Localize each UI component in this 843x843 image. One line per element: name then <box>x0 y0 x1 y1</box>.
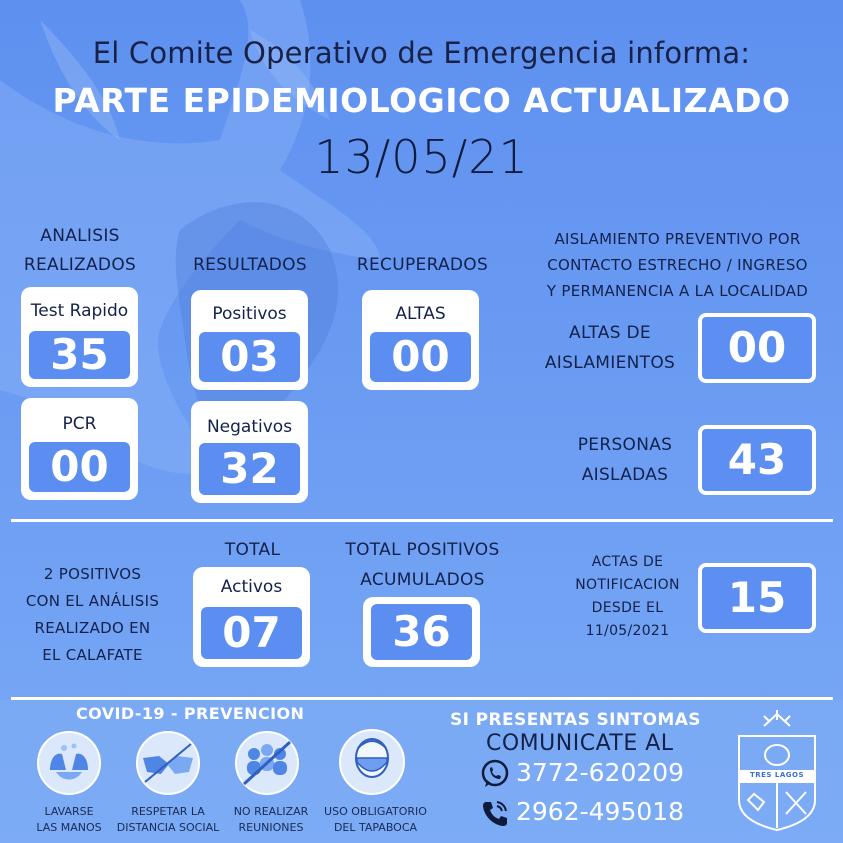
altas-aislamientos-line1: ALTAS DE <box>569 323 651 343</box>
prevencion-item-label: REUNIONES <box>238 821 304 834</box>
prevencion-item-label: NO REALIZAR <box>233 805 309 818</box>
personas-aisladas-label <box>555 430 695 490</box>
aislamiento-line1: AISLAMIENTO PREVENTIVO POR <box>554 230 801 248</box>
calafate-line3: REALIZADO EN <box>34 619 151 637</box>
actas-line1: ACTAS DE <box>591 554 664 570</box>
phone-whatsapp[interactable] <box>480 758 684 789</box>
total-activos-label: TOTAL <box>224 540 281 560</box>
shield-text: TRES LAGOS <box>749 771 805 779</box>
test-rapido-value: 35 <box>29 331 130 379</box>
prevencion-title: COVID-19 - PREVENCION <box>76 704 305 723</box>
prevencion-item-gatherings <box>225 804 317 836</box>
hand-washing-icon <box>36 730 102 796</box>
positivos-card <box>191 290 308 390</box>
altas-card <box>362 290 479 390</box>
prevencion-item-mask <box>318 804 433 836</box>
actas-line2: NOTIFICACION <box>575 577 680 593</box>
analisis-label-line1: ANALISIS <box>40 226 120 246</box>
section-divider-bottom <box>11 697 833 700</box>
prevencion-item-label: DISTANCIA SOCIAL <box>116 821 220 834</box>
phone-icon <box>480 798 510 828</box>
acumulados-value: 36 <box>371 604 472 660</box>
altas-aislamientos-value: 00 <box>698 313 816 383</box>
aislamiento-line3: Y PERMANENCIA A LA LOCALIDAD <box>546 282 809 300</box>
acumulados-label-line1: TOTAL POSITIVOS <box>345 540 500 560</box>
sintomas-title: SI PRESENTAS SINTOMAS <box>450 710 701 730</box>
altas-value: 00 <box>370 332 471 382</box>
personas-aisladas-value: 43 <box>698 425 816 495</box>
acumulados-card <box>363 597 480 667</box>
actas-line3: DESDE EL <box>591 600 664 616</box>
activos-card <box>193 567 310 667</box>
altas-title: ALTAS <box>395 304 446 324</box>
aislamiento-description <box>525 226 830 304</box>
crowd-icon <box>234 730 300 796</box>
comunicate-label: COMUNICATE AL <box>486 731 674 756</box>
face-mask-icon <box>338 728 406 796</box>
calafate-line1: 2 POSITIVOS <box>43 565 142 583</box>
negativos-card <box>191 401 308 503</box>
pcr-title: PCR <box>62 414 97 434</box>
prevencion-item-label: RESPETAR LA <box>131 805 205 818</box>
tres-lagos-shield-icon <box>734 710 820 832</box>
activos-title: Activos <box>220 577 283 597</box>
positivos-value: 03 <box>199 332 300 382</box>
header-title: PARTE EPIDEMIOLOGICO ACTUALIZADO <box>52 81 791 120</box>
negativos-value: 32 <box>199 443 300 495</box>
recuperados-label: RECUPERADOS <box>356 255 489 275</box>
pcr-card <box>21 398 138 500</box>
acumulados-label <box>330 535 515 595</box>
actas-label <box>555 551 700 643</box>
acumulados-label-line2: ACUMULADOS <box>360 570 485 590</box>
whatsapp-icon <box>480 759 510 789</box>
positivos-title: Positivos <box>212 304 287 324</box>
altas-aislamientos-line2: AISLAMIENTOS <box>544 353 676 373</box>
prevencion-item-label: LAVARSE <box>44 805 94 818</box>
activos-value: 07 <box>201 607 302 659</box>
altas-aislamientos-label <box>525 318 695 378</box>
header-date: 13/05/21 <box>314 130 529 184</box>
actas-value: 15 <box>698 563 816 633</box>
analisis-label <box>10 222 150 280</box>
actas-line4: 11/05/2021 <box>585 623 670 639</box>
personas-aisladas-line1: PERSONAS <box>577 435 673 455</box>
aislamiento-line2: CONTACTO ESTRECHO / INGRESO <box>547 256 808 274</box>
test-rapido-card <box>21 287 138 387</box>
section-divider-top <box>11 519 833 522</box>
phone-call[interactable] <box>480 797 684 828</box>
handshake-icon <box>135 730 201 796</box>
resultados-label: RESULTADOS <box>193 255 307 275</box>
pcr-value: 00 <box>29 442 130 492</box>
test-rapido-title: Test Rapido <box>30 301 129 321</box>
personas-aisladas-line2: AISLADAS <box>581 465 669 485</box>
negativos-title: Negativos <box>206 417 293 437</box>
prevencion-item-label: LAS MANOS <box>36 821 102 834</box>
phone-number-2[interactable]: 2962-495018 <box>516 797 685 826</box>
prevencion-item-distance <box>108 804 228 836</box>
prevencion-item-hand-washing <box>20 804 118 836</box>
calafate-line4: EL CALAFATE <box>42 646 143 664</box>
calafate-line2: CON EL ANÁLISIS <box>25 592 160 610</box>
header-committee-line: El Comite Operativo de Emergencia informa: <box>92 36 751 70</box>
analisis-label-line2: REALIZADOS <box>23 255 137 275</box>
prevencion-item-label: USO OBLIGATORIO <box>324 805 427 818</box>
prevencion-item-label: DEL TAPABOCA <box>333 821 418 834</box>
calafate-note <box>15 561 170 669</box>
phone-number-1[interactable]: 3772-620209 <box>516 758 685 787</box>
